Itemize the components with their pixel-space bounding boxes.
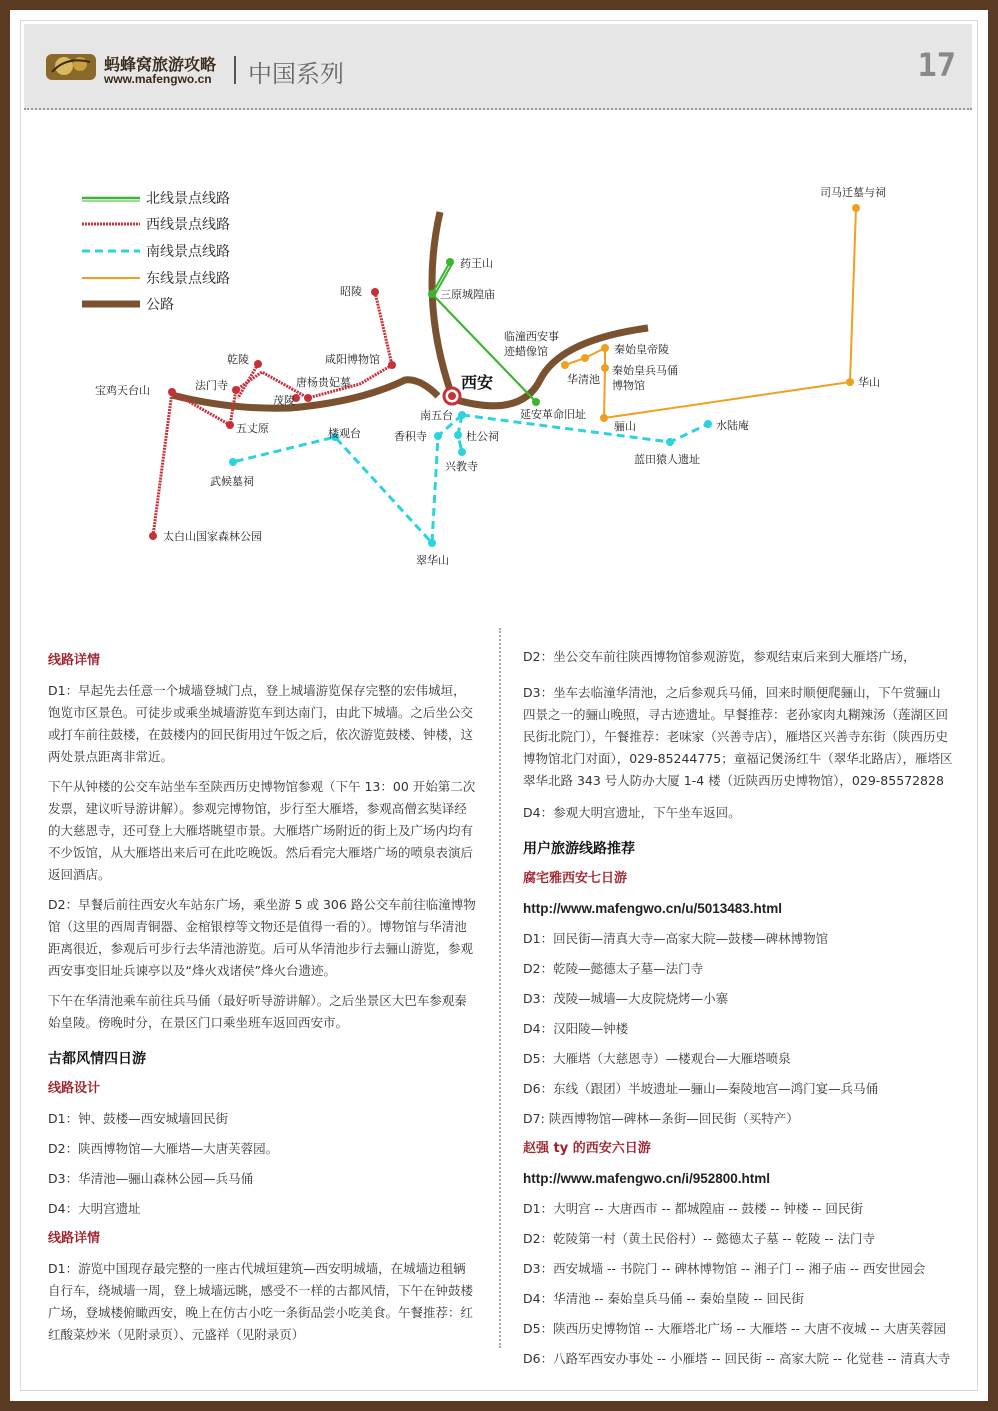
east-route [565, 208, 856, 418]
label-qianling: 乾陵 [227, 353, 249, 366]
label-baoji: 宝鸡天台山 [95, 384, 150, 397]
route2-day: D4：华清池 -- 秦始皇兵马俑 -- 秦始皇陵 -- 回民街 [523, 1291, 804, 1306]
column-divider [499, 628, 501, 1348]
design-day: D2：陕西博物馆—大雁塔—大唐芙蓉园。 [48, 1141, 279, 1156]
route1-day: D7: 陕西博物馆—碑林—条街—回民街（买特产） [523, 1111, 799, 1126]
user-routes-title: 用户旅游线路推荐 [523, 841, 635, 857]
left-para-1: D1：早起先去任意一个城墙登城门点，登上城墙游览保存完整的宏伟城垣，饱览市区景色。可徒步或乘坐城墙游览车到达南门，由此下城墙。之后坐公交或打车前往鼓楼，在鼓楼内的回民街用过午饭之后，依次游览鼓楼、钟楼，这两处景点距离非常近。 [48, 683, 474, 764]
left-para-2: 下午从钟楼的公交车站坐车至陕西历史博物馆参观（下午 13：00 开始第二次发票，建议听导游讲解）。参观完博物馆，步行至大雁塔，参观高僧玄奘译经的大慈恩寺，还可登上大雁塔眺望市景。大雁塔广场附近的街上及广场内均有不少饭馆，从大雁塔出来后可在此吃晚饭。然后看完大雁塔广场的喷泉表演后返回酒店。 [48, 779, 476, 882]
label-maoling: 茂陵 [273, 394, 295, 407]
right-para-d2: D2：坐公交车前往陕西博物馆参观游览，参观结束后来到大雁塔广场， [523, 649, 916, 664]
design-day: D1：钟、鼓楼—西安城墙回民街 [48, 1111, 229, 1126]
route1-day: D2：乾陵—懿德太子墓—法门寺 [523, 961, 704, 976]
label-lintong-2: 迹蜡像馆 [504, 345, 548, 358]
label-wuhou: 武候墓祠 [210, 475, 254, 488]
right-para-d4: D4：参观大明宫遗址，下午坐车返回。 [523, 805, 741, 820]
route1-day: D1：回民街—清真大寺—高家大院—鼓楼—碑林博物馆 [523, 931, 829, 946]
map-center-label: 西安 [461, 373, 494, 392]
label-sanyuan: 三原城隍庙 [440, 288, 495, 301]
legend-north: 北线景点线路 [146, 191, 230, 207]
legend-road: 公路 [146, 297, 174, 313]
label-xiangjisi: 香积寺 [394, 430, 427, 443]
label-famensi: 法门寺 [195, 379, 228, 392]
legend [82, 190, 230, 313]
right-para-d3: D3：坐车去临潼华清池，之后参观兵马俑，回来时顺便爬骊山，下午赏骊山四景之一的骊山晚照，寻古迹遗址。早餐推荐：老孙家肉丸糊辣汤（莲湖区回民街北院门），午餐推荐：老味家（兴善寺店），雁塔区兴善寺东街（陕西历史博物馆北门对面），029-85244775；童福记煲汤红牛（翠华北路店），雁塔区翠华北路 343 号人防办大厦 1-4 楼（近陕西历史博物馆），029-85572828 [523, 685, 953, 788]
route2-day: D6：八路军西安办事处 -- 小雁塔 -- 回民街 -- 高家大院 -- 化觉巷 -- 清真大寺 [523, 1351, 951, 1366]
legend-west: 西线景点线路 [146, 217, 230, 233]
label-louguantai: 楼观台 [328, 427, 361, 440]
route-design-title: 线路设计 [48, 1081, 101, 1096]
route1-day: D4：汉阳陵—钟楼 [523, 1021, 629, 1036]
label-bingmayong-1: 秦始皇兵马俑 [612, 364, 678, 377]
label-shuiluan: 水陆庵 [716, 419, 749, 432]
route-detail-2-title: 线路详情 [48, 1231, 101, 1246]
label-yaowangshan: 药王山 [460, 257, 493, 270]
label-nanwutai: 南五台 [420, 409, 453, 422]
label-xingjiaosi: 兴教寺 [445, 460, 478, 473]
label-xianyang: 咸阳博物馆 [325, 353, 380, 366]
label-wuzhangyuan: 五丈原 [236, 422, 269, 435]
route1-link[interactable]: http://www.mafengwo.cn/u/5013483.html [523, 901, 783, 916]
route1-title: 腐宅雅西安七日游 [523, 871, 628, 886]
label-zhaoling: 昭陵 [340, 285, 362, 298]
label-huaqingchi: 华清池 [567, 373, 600, 386]
design-day: D4：大明宫遗址 [48, 1201, 141, 1216]
label-lantian: 蓝田猿人遗址 [634, 453, 700, 466]
design-day: D3：华清池—骊山森林公园—兵马俑 [48, 1171, 254, 1186]
series-title: 中国系列 [248, 60, 344, 88]
label-cuihuashan: 翠华山 [416, 554, 449, 567]
brand-name: 蚂蜂窝旅游攻略 [104, 55, 217, 74]
route1-day: D6：东线（跟团）半坡遗址—骊山—秦陵地宫—鸿门宴—兵马俑 [523, 1081, 879, 1096]
label-simaqian: 司马迁墓与祠 [820, 186, 886, 199]
route2-title: 赵强 ty 的西安六日游 [523, 1141, 651, 1156]
route-detail-title: 线路详情 [48, 653, 101, 668]
label-tangyang: 唐杨贵妃墓 [296, 376, 351, 389]
label-duguci: 杜公祠 [466, 430, 499, 443]
route1-day: D5：大雁塔（大慈恩寺）—楼观台—大雁塔喷泉 [523, 1051, 791, 1066]
legend-south: 南线景点线路 [146, 244, 230, 260]
label-bingmayong-2: 博物馆 [612, 379, 645, 392]
label-huashan: 华山 [858, 376, 880, 389]
west-route [153, 292, 392, 536]
brand-url[interactable]: www.mafengwo.cn [104, 72, 212, 86]
route2-day: D3：西安城墙 -- 书院门 -- 碑林博物馆 -- 湘子门 -- 湘子庙 -- 西安世园会 [523, 1261, 926, 1276]
left-para-4: 下午在华清池乘车前往兵马俑（最好听导游讲解）。之后坐景区大巴车参观秦始皇陵。傍晚时分，在景区门口乘坐班车返回西安市。 [48, 993, 467, 1030]
map-labels [95, 185, 886, 567]
label-lishan: 骊山 [614, 420, 636, 433]
page-number: 17 [917, 46, 956, 84]
route1-day: D3：茂陵—城墙—大皮院烧烤—小寨 [523, 991, 729, 1006]
left-para-3: D2：早餐后前往西安火车站东广场，乘坐游 5 或 306 路公交车前往临潼博物馆（这里的西周青铜器、金棺银椁等文物还是值得一看的）。博物馆与华清池距离很近，参观后可步行去华清池游览。后可从华清池步行去骊山游览，参观西安事变旧址兵谏亭以及“烽火戏诸侯”烽火台遗迹。 [48, 897, 476, 978]
label-yanan: 延安革命旧址 [520, 408, 586, 421]
route2-link[interactable]: http://www.mafengwo.cn/i/952800.html [523, 1171, 771, 1186]
label-qinshihuang: 秦始皇帝陵 [614, 343, 669, 356]
legend-east: 东线景点线路 [146, 271, 230, 287]
right-column [523, 646, 953, 1378]
road-north [432, 212, 450, 390]
route2-day: D5：陕西历史博物馆 -- 大雁塔北广场 -- 大雁塔 -- 大唐不夜城 -- 大唐芙蓉园 [523, 1321, 946, 1336]
label-lintong-1: 临潼西安事 [504, 330, 559, 343]
section-four-day-title: 古都风情四日游 [48, 1051, 146, 1067]
route2-day: D2：乾陵第一村（黄土民俗村）-- 懿德太子墓 -- 乾陵 -- 法门寺 [523, 1231, 876, 1246]
left-para-5: D1：游览中国现存最完整的一座古代城垣建筑—西安明城墙，在城墙边租辆自行车，绕城墙一周，登上城墙远眺，感受不一样的古都风情，下午在钟鼓楼广场，登城楼俯瞰西安，晚上在仿古小吃一条街品尝小吃美食。午餐推荐：红红酸菜炒米（见附录页）、元盛祥（见附录页） [48, 1261, 474, 1342]
left-column [48, 650, 478, 1354]
route-map [0, 0, 998, 640]
label-taibai: 太白山国家森林公园 [163, 530, 262, 543]
route2-day: D1：大明宫 -- 大唐西市 -- 都城隍庙 -- 鼓楼 -- 钟楼 -- 回民街 [523, 1201, 863, 1216]
